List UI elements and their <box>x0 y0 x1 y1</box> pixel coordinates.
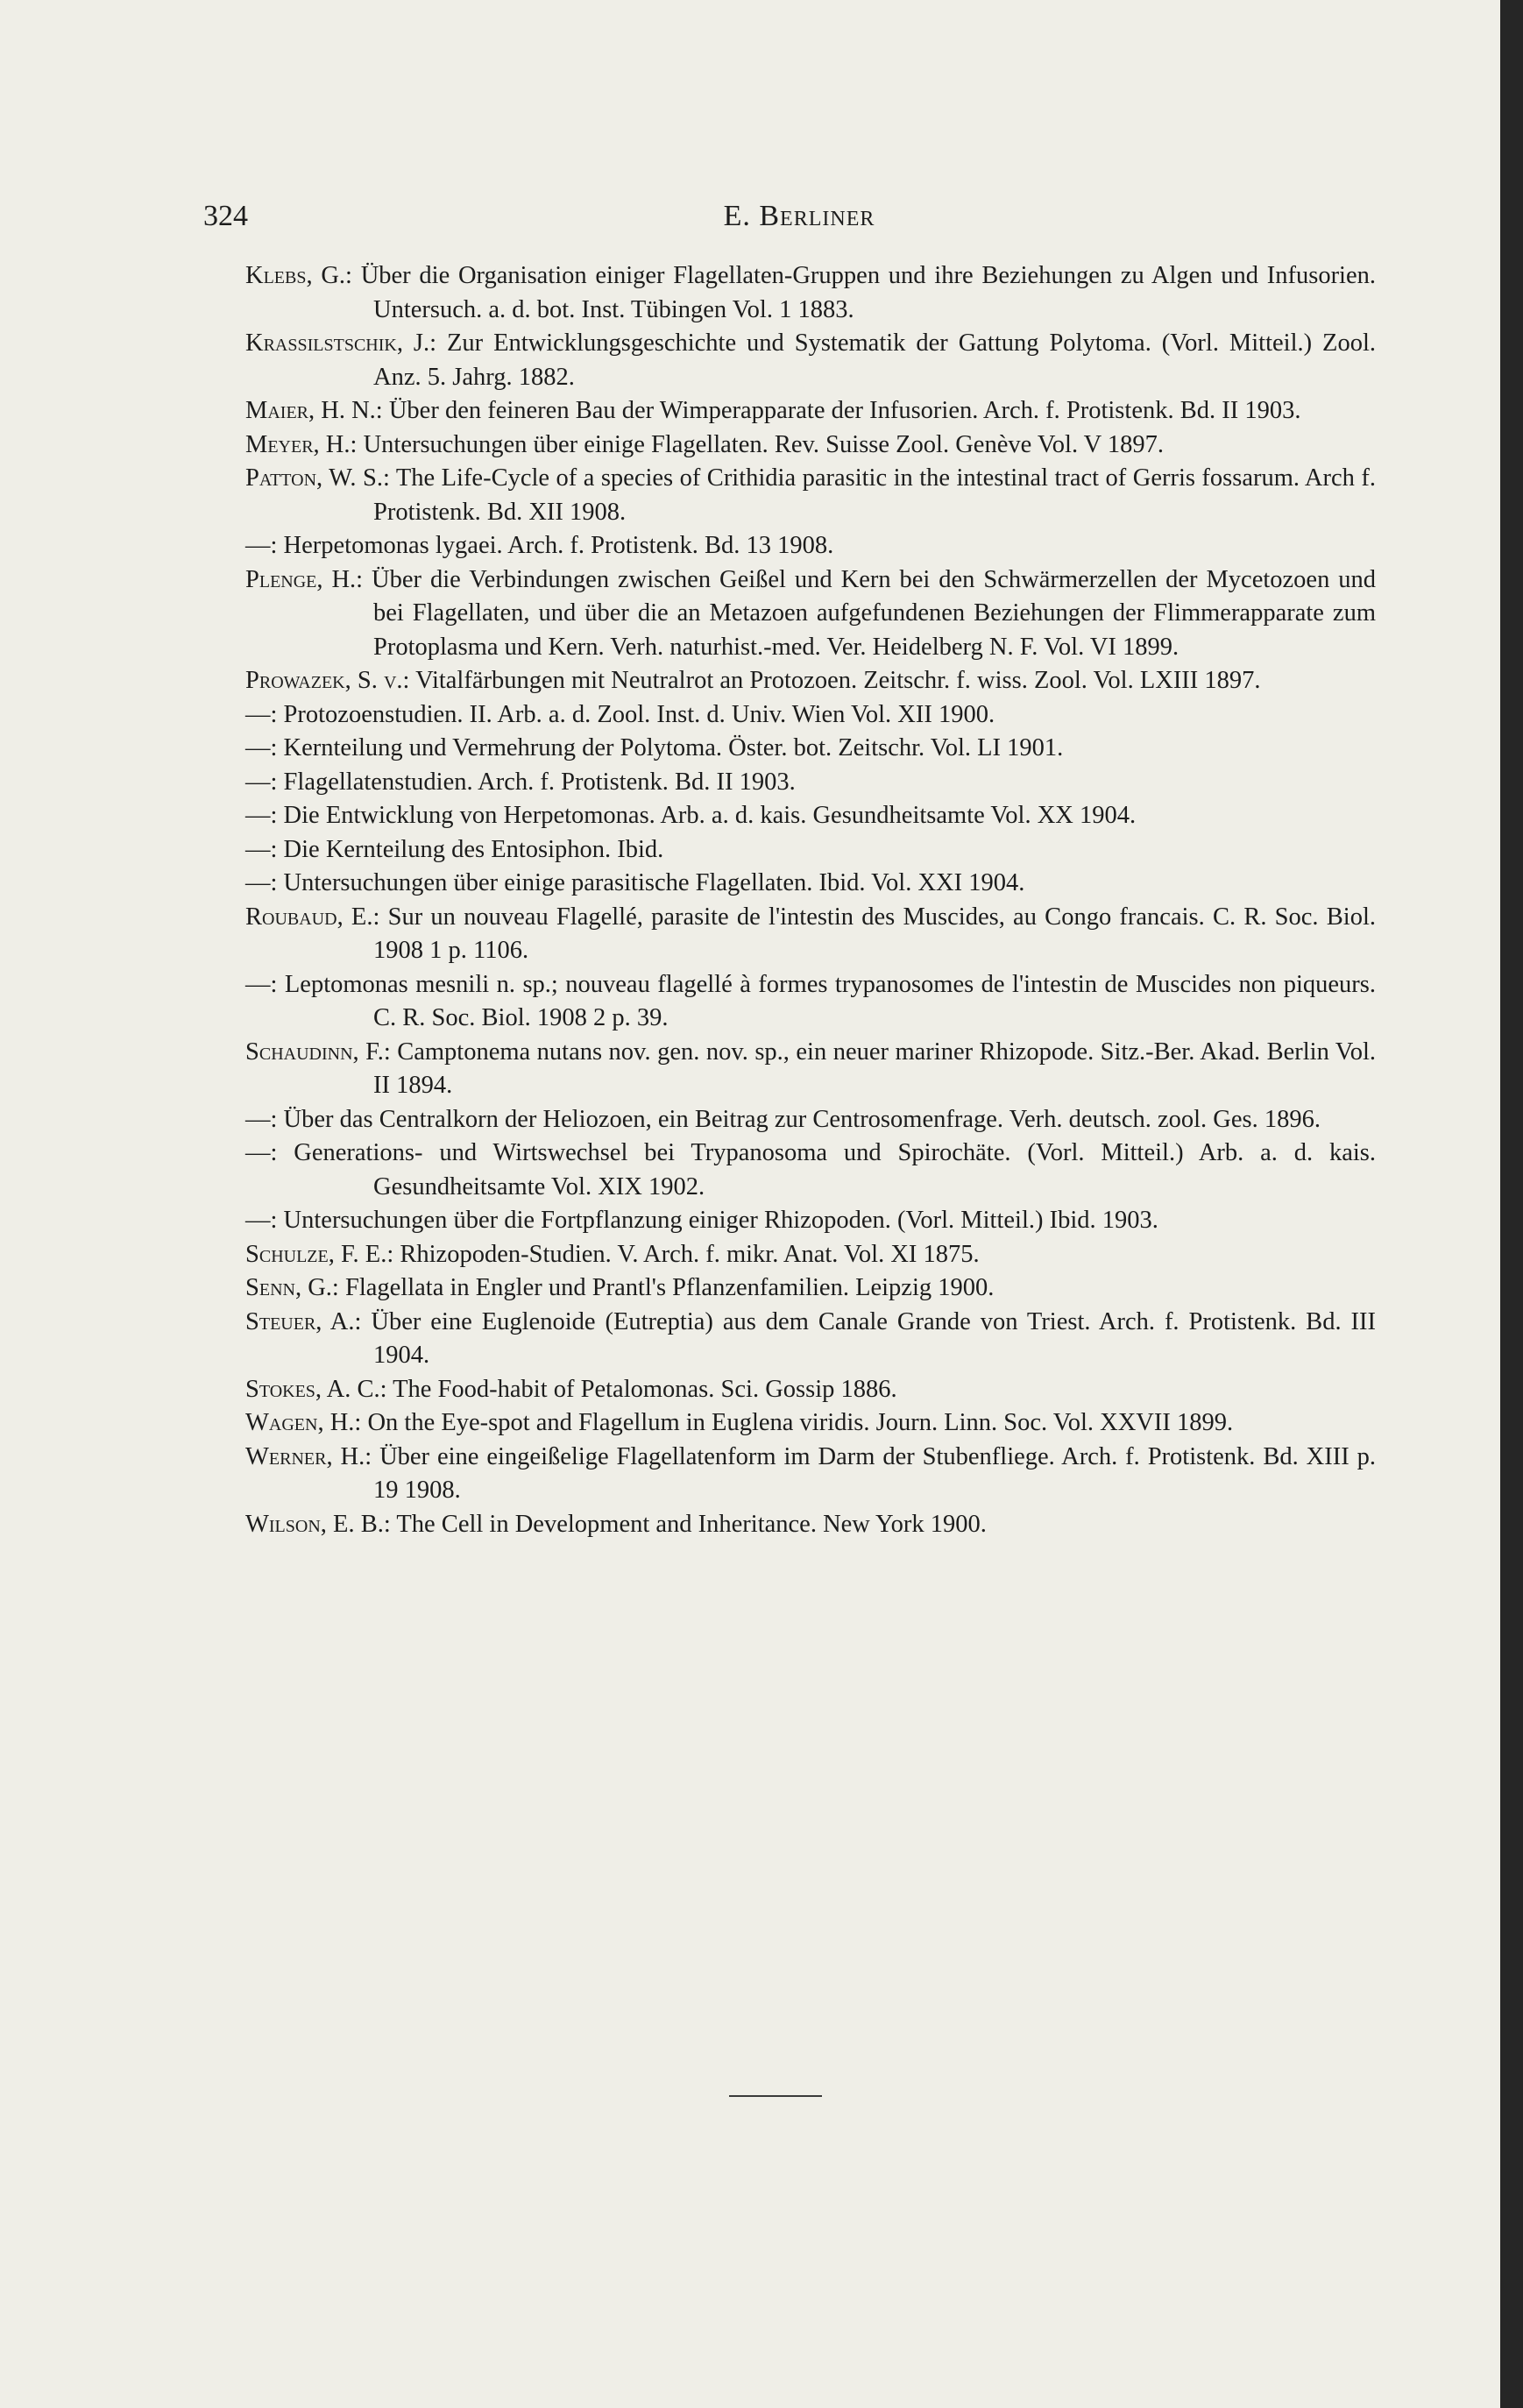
reference-author: Krassilstschik, J.: <box>245 329 437 357</box>
reference-entry <box>245 327 1376 394</box>
page-number: 324 <box>203 200 248 232</box>
reference-text: Kernteilung und Vermehrung der Polytoma. Öster. bot. Zeitschr. Vol. LI 1901. <box>283 734 1064 761</box>
reference-entry <box>245 1103 1376 1137</box>
reference-entry <box>245 563 1376 665</box>
reference-entry <box>245 1441 1376 1508</box>
reference-text: Flagellatenstudien. Arch. f. Protistenk. Bd. II 1903. <box>283 768 796 796</box>
reference-entry <box>245 1508 1376 1542</box>
reference-author: Maier, H. N.: <box>245 397 383 424</box>
reference-author: Schulze, F. E.: <box>245 1240 394 1268</box>
reference-author: —: <box>245 734 278 761</box>
reference-author: Senn, G.: <box>245 1274 339 1301</box>
reference-author: —: <box>245 700 278 728</box>
reference-text: Über den feineren Bau der Wimperapparate der Infusorien. Arch. f. Protistenk. Bd. II 1903. <box>388 397 1301 424</box>
reference-text: Untersuchungen über die Fortpflanzung einiger Rhizopoden. (Vorl. Mitteil.) Ibid. 1903. <box>283 1207 1158 1234</box>
reference-text: Über eine Euglenoide (Eutreptia) aus dem Canale Grande von Triest. Arch. f. Protistenk. Bd. III 1904. <box>371 1307 1376 1369</box>
reference-text: Vitalfärbungen mit Neutralrot an Protozoen. Zeitschr. f. wiss. Zool. Vol. LXIII 1897. <box>415 667 1261 694</box>
reference-author: —: <box>245 1139 278 1166</box>
reference-entry <box>245 529 1376 563</box>
reference-entry <box>245 901 1376 968</box>
reference-text: On the Eye-spot and Flagellum in Euglena viridis. Journ. Linn. Soc. Vol. XXVII 1899. <box>367 1409 1234 1436</box>
reference-text: Untersuchungen über einige Flagellaten. Rev. Suisse Zool. Genève Vol. V 1897. <box>363 430 1164 458</box>
reference-entry <box>245 664 1376 698</box>
reference-entry <box>245 462 1376 529</box>
page-header <box>203 200 1360 235</box>
reference-entry <box>245 968 1376 1036</box>
reference-author: Schaudinn, F.: <box>245 1038 391 1066</box>
reference-entry <box>245 1306 1376 1373</box>
end-rule <box>729 2095 822 2097</box>
reference-text: Untersuchungen über einige parasitische Flagellaten. Ibid. Vol. XXI 1904. <box>283 869 1025 896</box>
reference-author: —: <box>245 768 278 796</box>
reference-text: Über eine eingeißelige Flagellatenform im Darm der Stubenfliege. Arch. f. Protistenk. Bd. XIII p. 19 1908. <box>373 1442 1377 1504</box>
reference-text: Sur un nouveau Flagellé, parasite de l'intestin des Muscides, au Congo francais. C. R. Soc. Biol. 1908 1 p. 1106. <box>373 903 1376 964</box>
reference-author: —: <box>245 1105 278 1133</box>
reference-text: Flagellata in Engler und Prantl's Pflanzenfamilien. Leipzig 1900. <box>344 1274 995 1301</box>
reference-entry <box>245 1204 1376 1238</box>
reference-entry <box>245 1406 1376 1441</box>
reference-entry <box>245 259 1376 327</box>
reference-author: —: <box>245 869 278 896</box>
reference-author: Wilson, E. B.: <box>245 1510 391 1538</box>
reference-text: The Life-Cycle of a species of Crithidia parasitic in the intestinal tract of Gerris fossarum. Arch f. Protistenk. Bd. XII 1908. <box>373 464 1376 526</box>
reference-author: Wagen, H.: <box>245 1409 362 1436</box>
reference-text: The Cell in Development and Inheritance. New York 1900. <box>396 1510 987 1538</box>
reference-text: Protozoenstudien. II. Arb. a. d. Zool. Inst. d. Univ. Wien Vol. XII 1900. <box>283 700 995 728</box>
reference-entry <box>245 1036 1376 1103</box>
reference-text: Die Kernteilung des Entosiphon. Ibid. <box>283 835 664 863</box>
reference-author: Prowazek, S. v.: <box>245 667 410 694</box>
reference-author: —: <box>245 970 278 998</box>
reference-entry <box>245 1238 1376 1272</box>
running-head: E. Berliner <box>723 200 875 232</box>
reference-entry <box>245 766 1376 800</box>
reference-author: Roubaud, E.: <box>245 903 380 931</box>
reference-text: Herpetomonas lygaei. Arch. f. Protistenk. Bd. 13 1908. <box>283 532 834 559</box>
reference-author: —: <box>245 835 278 863</box>
reference-text: Über das Centralkorn der Heliozoen, ein Beitrag zur Centrosomenfrage. Verh. deutsch. zool. Ges. 1896. <box>283 1105 1321 1133</box>
reference-entry <box>245 1271 1376 1306</box>
reference-author: —: <box>245 1207 278 1234</box>
reference-entry <box>245 867 1376 901</box>
reference-author: Steuer, A.: <box>245 1307 362 1335</box>
reference-text: Generations- und Wirtswechsel bei Trypanosoma und Spirochäte. (Vorl. Mitteil.) Arb. a. d. kais. Gesundheitsamte Vol. XIX 1902. <box>294 1139 1377 1200</box>
reference-author: —: <box>245 532 278 559</box>
reference-text: Rhizopoden-Studien. V. Arch. f. mikr. Anat. Vol. XI 1875. <box>400 1240 980 1268</box>
reference-text: The Food-habit of Petalomonas. Sci. Gossip 1886. <box>393 1375 897 1403</box>
reference-entry <box>245 1373 1376 1407</box>
reference-author: Patton, W. S.: <box>245 464 390 492</box>
reference-text: Camptonema nutans nov. gen. nov. sp., ein neuer mariner Rhizopode. Sitz.-Ber. Akad. Berlin Vol. II 1894. <box>373 1038 1376 1099</box>
reference-author: Meyer, H.: <box>245 430 358 458</box>
reference-list <box>245 259 1376 1541</box>
reference-author: Klebs, G.: <box>245 262 352 289</box>
reference-entry <box>245 428 1376 463</box>
reference-text: Zur Entwicklungsgeschichte und Systematik der Gattung Polytoma. (Vorl. Mitteil.) Zool. Anz. 5. Jahrg. 1882. <box>373 329 1376 391</box>
reference-text: Die Entwicklung von Herpetomonas. Arb. a. d. kais. Gesundheitsamte Vol. XX 1904. <box>283 802 1137 829</box>
reference-entry <box>245 799 1376 833</box>
reference-author: Stokes, A. C.: <box>245 1375 387 1403</box>
reference-text: Leptomonas mesnili n. sp.; nouveau flagellé à formes trypanosomes de l'intestin de Muscides non piqueurs. C. R. Soc. Biol. 1908 2 p. 39. <box>284 970 1377 1031</box>
reference-entry <box>245 394 1376 428</box>
reference-entry <box>245 833 1376 868</box>
reference-text: Über die Organisation einiger Flagellaten-Gruppen und ihre Beziehungen zu Algen und Infusorien. Untersuch. a. d. bot. Inst. Tübingen Vol. 1 1883. <box>360 262 1376 323</box>
reference-author: Plenge, H.: <box>245 565 364 593</box>
reference-entry <box>245 1137 1376 1204</box>
reference-entry <box>245 732 1376 766</box>
reference-author: —: <box>245 802 278 829</box>
reference-text: Über die Verbindungen zwischen Geißel und Kern bei den Schwärmerzellen der Mycetozoen und bei Flagellaten, und über die an Metazoen aufgefundenen Beziehungen der Flimmerapparate zum Protoplasma und Kern. Verh. naturhist.-med. Ver. Heidelberg N. F. Vol. VI 1899. <box>372 565 1377 661</box>
reference-entry <box>245 698 1376 733</box>
reference-author: Werner, H.: <box>245 1442 372 1470</box>
